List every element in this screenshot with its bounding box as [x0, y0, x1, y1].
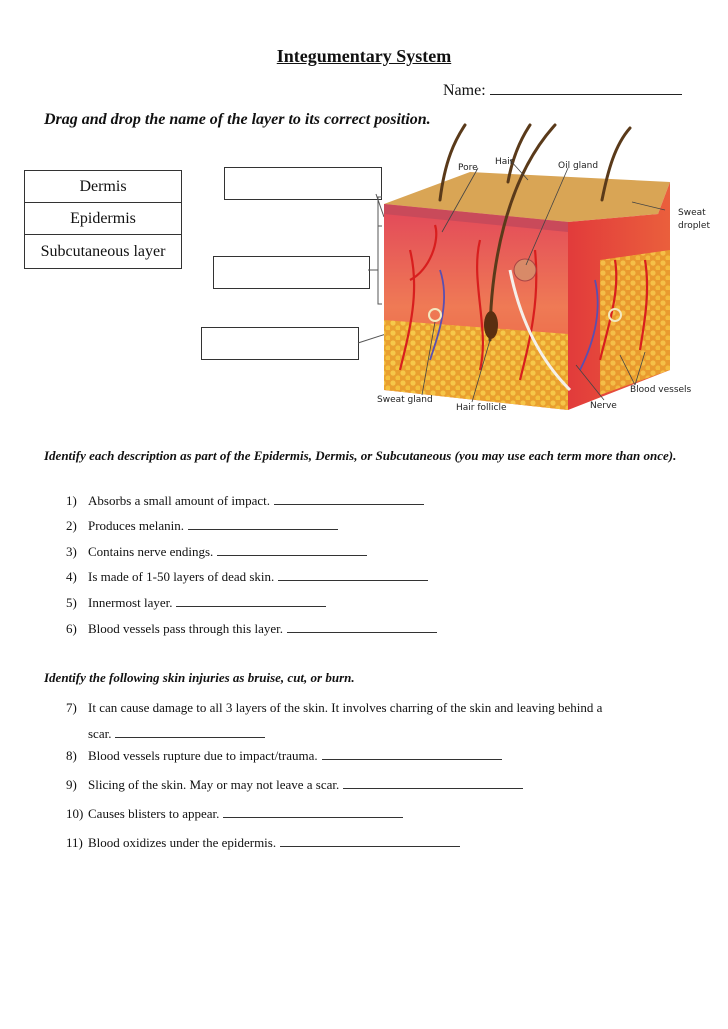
draggable-dermis[interactable]: Dermis: [25, 171, 181, 203]
answer-blank-4[interactable]: [278, 569, 428, 581]
answer-blank-6[interactable]: [287, 621, 437, 633]
draggable-subcutaneous-layer[interactable]: Subcutaneous layer: [40, 243, 166, 260]
name-input[interactable]: [490, 80, 682, 95]
label-nerve: Nerve: [590, 401, 617, 411]
drag-instruction: Drag and drop the name of the layer to its correct position.: [44, 111, 431, 128]
question-8: 8) Blood vessels rupture due to impact/trauma.: [66, 748, 502, 764]
label-hair-follicle: Hair follicle: [456, 403, 507, 413]
worksheet-title: Integumentary System: [276, 46, 452, 66]
question-4: 4) Is made of 1-50 layers of dead skin.: [66, 569, 428, 585]
word-bank: [24, 170, 182, 269]
answer-blank-1[interactable]: [274, 493, 424, 505]
answer-blank-8[interactable]: [322, 748, 502, 760]
question-2: 2) Produces melanin.: [66, 518, 338, 534]
svg-text:droplet: droplet: [678, 221, 711, 231]
question-3: 3) Contains nerve endings.: [66, 544, 367, 560]
question-9: 9) Slicing of the skin. May or may not leave a scar.: [66, 777, 523, 793]
question-7: 7) It can cause damage to all 3 layers of the skin. It involves charring of the skin and leaving behind a scar.: [66, 700, 603, 741]
question-5: 5) Innermost layer.: [66, 595, 326, 611]
answer-blank-9[interactable]: [343, 777, 523, 789]
label-sweat-droplet: Sweat: [678, 208, 706, 218]
answer-blank-10[interactable]: [223, 806, 403, 818]
name-label: Name:: [443, 82, 486, 99]
answer-blank-5[interactable]: [176, 595, 326, 607]
section1-heading: Identify each description as part of the Epidermis, Dermis, or Subcutaneous (you may use each term more than once).: [44, 448, 677, 463]
question-10: 10) Causes blisters to appear.: [66, 806, 403, 822]
answer-blank-7[interactable]: [115, 726, 265, 738]
drop-target-subcutaneous-position[interactable]: [201, 327, 359, 360]
label-blood-vessels: Blood vessels: [630, 385, 692, 395]
answer-blank-11[interactable]: [280, 835, 460, 847]
answer-blank-2[interactable]: [188, 518, 338, 530]
label-sweat-gland: Sweat gland: [377, 395, 433, 405]
answer-blank-3[interactable]: [217, 544, 367, 556]
label-pore: Pore: [458, 163, 478, 173]
name-field: [443, 80, 682, 100]
draggable-epidermis[interactable]: Epidermis: [25, 203, 181, 235]
section2-heading: Identify the following skin injuries as bruise, cut, or burn.: [44, 670, 355, 685]
question-6: 6) Blood vessels pass through this layer.: [66, 621, 437, 637]
question-11: 11) Blood oxidizes under the epidermis.: [66, 835, 460, 851]
question-1: 1) Absorbs a small amount of impact.: [66, 493, 424, 509]
label-oil-gland: Oil gland: [558, 161, 599, 171]
skin-cross-section-diagram: [340, 120, 720, 420]
label-hair: Hair: [495, 157, 514, 167]
